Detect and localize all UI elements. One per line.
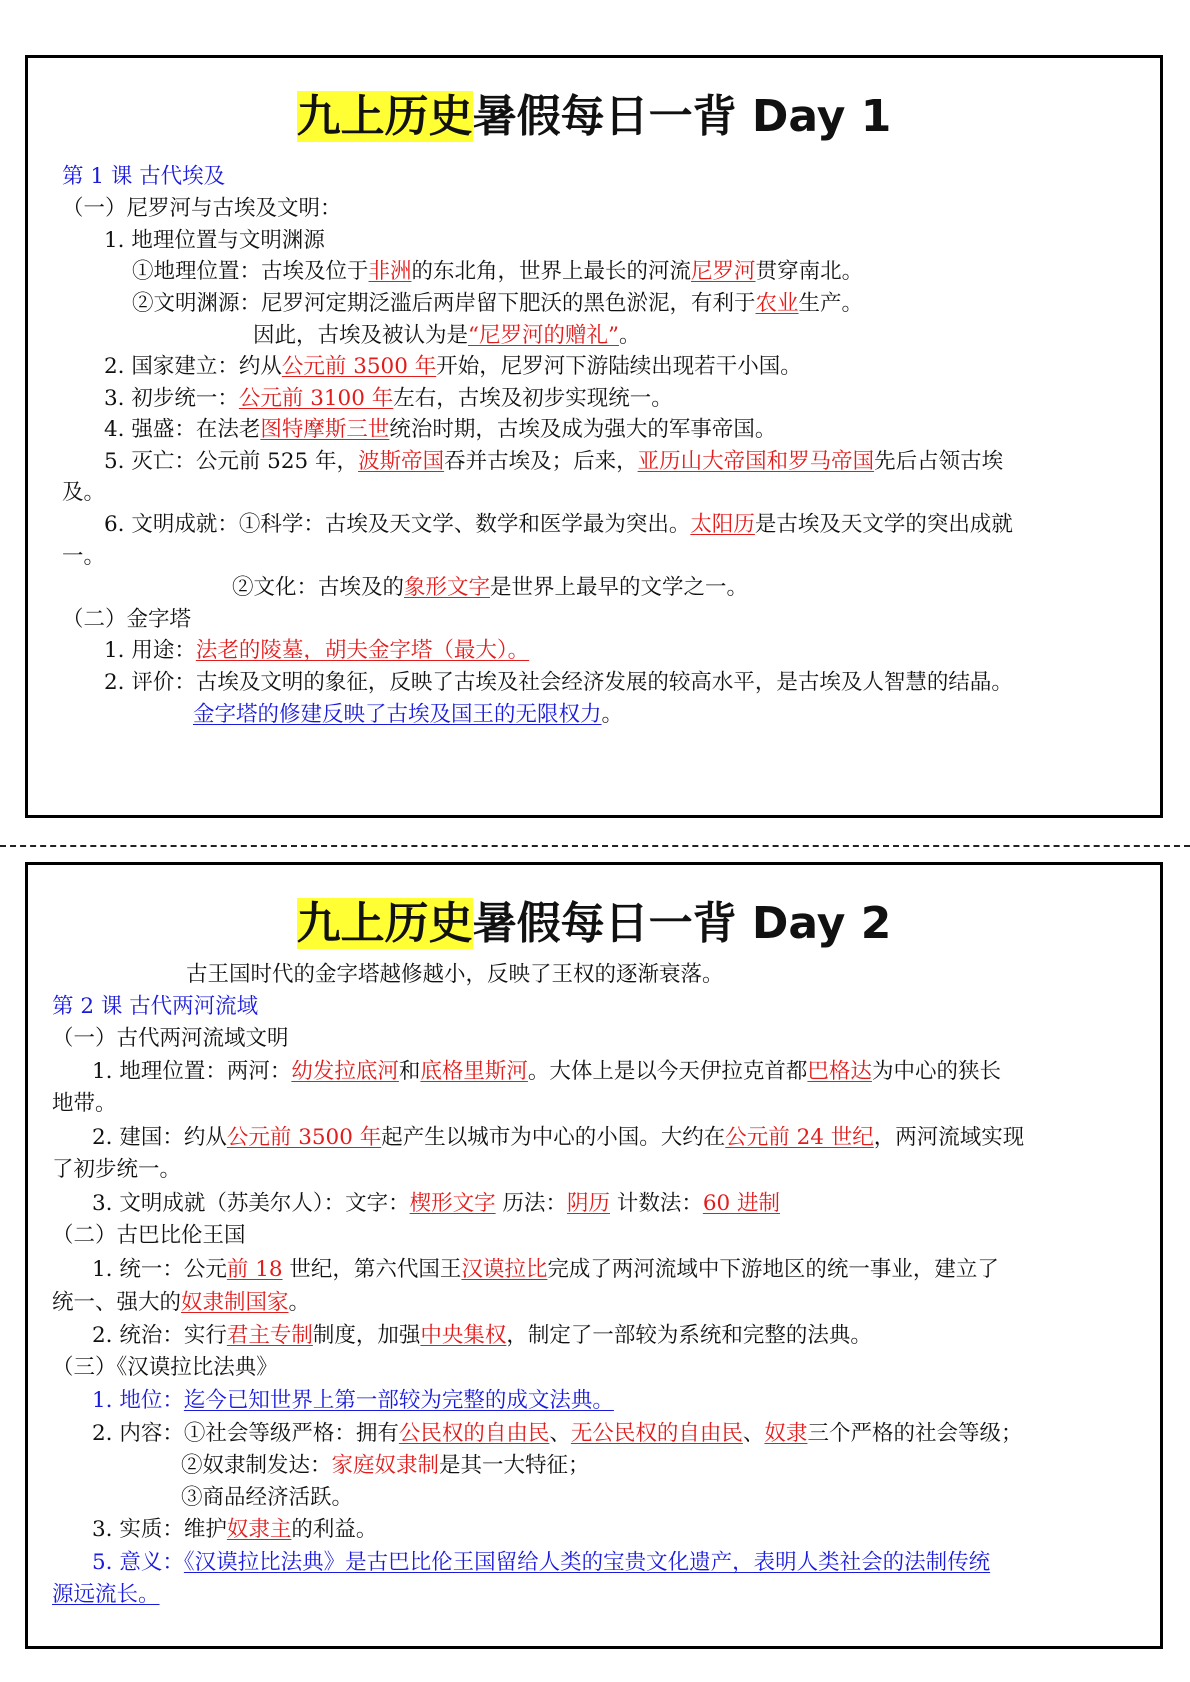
- day2-line-2-cont: 了初步统一。: [52, 1157, 182, 1182]
- day2-card: [25, 862, 1163, 1649]
- day1-line-2: ①地理位置：古埃及位于非洲的东北角，世界上最长的河流尼罗河贯穿南北。: [132, 259, 864, 284]
- day2-line-2: 2. 建国：约从公元前 3500 年起产生以城市为中心的小国。大约在公元前 24 世纪，两河流域实现: [92, 1125, 1025, 1150]
- day1-card: [25, 55, 1163, 818]
- day2-intro: 古王国时代的金字塔越修越小，反映了王权的逐渐衰落。: [186, 962, 724, 987]
- day1-line-12: 2. 评价：古埃及文明的象征，反映了古埃及社会经济发展的较高水平，是古埃及人智慧的结晶。: [104, 670, 1013, 695]
- day1-line-4: 因此，古埃及被认为是“尼罗河的赠礼”。: [253, 323, 641, 348]
- day2-line-8: ②奴隶制发达：家庭奴隶制是其一大特征；: [181, 1453, 590, 1478]
- day1-line-8: 5. 灭亡：公元前 525 年，波斯帝国吞并古埃及；后来，亚历山大帝国和罗马帝国先后占领古埃: [104, 449, 1004, 474]
- day2-line-9: ③商品经济活跃。: [181, 1485, 354, 1510]
- day2-title-highlight: 九上历史: [296, 898, 473, 949]
- day2-line-4-cont: 统一、强大的奴隶制国家。: [52, 1290, 311, 1315]
- day2-line-3: 3. 文明成就（苏美尔人）：文字：楔形文字 历法：阴历 计数法：60 进制: [92, 1191, 781, 1216]
- day1-section-1: （一）尼罗河与古埃及文明：: [62, 196, 342, 221]
- day1-line-1: 1. 地理位置与文明渊源: [104, 228, 325, 253]
- day1-title-rest: 暑假每日一背 Day 1: [472, 91, 892, 142]
- day1-title-highlight: 九上历史: [296, 91, 473, 142]
- day2-line-11: 5. 意义：《汉谟拉比法典》是古巴比伦王国留给人类的宝贵文化遗产，表明人类社会的法制传统: [92, 1550, 991, 1575]
- day2-line-6: 1. 地位：迄今已知世界上第一部较为完整的成文法典。: [92, 1388, 614, 1413]
- day2-title-rest: 暑假每日一背 Day 2: [472, 898, 892, 949]
- day2-line-4: 1. 统一：公元前 18 世纪，第六代国王汉谟拉比完成了两河流域中下游地区的统一事业，建立了: [92, 1257, 999, 1282]
- day1-line-5: 2. 国家建立：约从公元前 3500 年开始，尼罗河下游陆续出现若干小国。: [104, 354, 802, 379]
- day1-line-8-cont: 及。: [62, 480, 106, 505]
- day2-title: [28, 895, 1160, 953]
- day2-line-1-cont: 地带。: [52, 1091, 117, 1116]
- day2-line-7: 2. 内容：①社会等级严格：拥有公民权的自由民、无公民权的自由民、奴隶三个严格的社会等级；: [92, 1421, 1023, 1446]
- day2-section-2: （二）古巴比伦王国: [52, 1223, 246, 1248]
- day1-line-3: ②文明渊源：尼罗河定期泛滥后两岸留下肥沃的黑色淤泥，有利于农业生产。: [132, 291, 864, 316]
- day2-line-1: 1. 地理位置：两河：幼发拉底河和底格里斯河。大体上是以今天伊拉克首都巴格达为中心的狭长: [92, 1059, 1001, 1084]
- day1-line-6: 3. 初步统一：公元前 3100 年左右，古埃及初步实现统一。: [104, 386, 673, 411]
- day1-line-7: 4. 强盛：在法老图特摩斯三世统治时期，古埃及成为强大的军事帝国。: [104, 417, 777, 442]
- day1-lesson-heading: 第 1 课 古代埃及: [62, 164, 226, 189]
- day1-line-9: 6. 文明成就：①科学：古埃及天文学、数学和医学最为突出。太阳历是古埃及天文学的突出成就: [104, 512, 1013, 537]
- day1-line-10: ②文化：古埃及的象形文字是世界上最早的文学之一。: [232, 575, 749, 600]
- day2-line-11-cont: 源远流长。: [52, 1582, 160, 1607]
- dashed-divider: [0, 845, 1190, 847]
- day1-line-11: 1. 用途：法老的陵墓，胡夫金字塔（最大）。: [104, 638, 530, 663]
- day2-line-5: 2. 统治：实行君主专制制度，加强中央集权，制定了一部较为系统和完整的法典。: [92, 1323, 872, 1348]
- day1-section-2: （二）金字塔: [62, 607, 192, 632]
- day2-section-3: （三）《汉谟拉比法典》: [52, 1355, 278, 1380]
- day2-section-1: （一）古代两河流域文明: [52, 1026, 289, 1051]
- day1-line-13: 金字塔的修建反映了古埃及国王的无限权力。: [193, 702, 624, 727]
- day1-title: [28, 88, 1160, 146]
- day2-lesson-heading: 第 2 课 古代两河流域: [52, 994, 259, 1019]
- day2-line-10: 3. 实质：维护奴隶主的利益。: [92, 1517, 378, 1542]
- day1-line-9-cont: 一。: [62, 544, 106, 569]
